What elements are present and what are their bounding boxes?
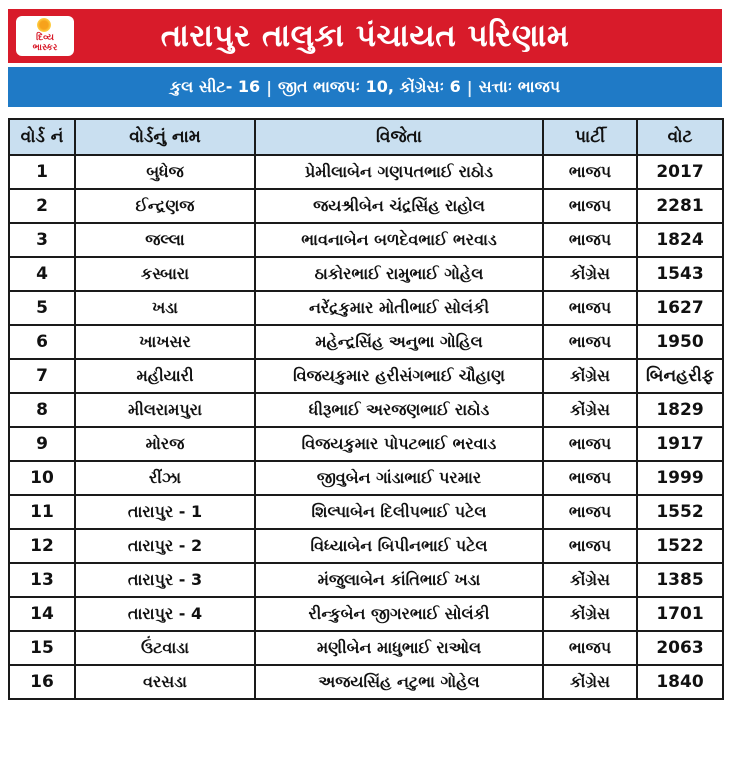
column-header-votes: વોટ — [637, 119, 723, 155]
winner-name-cell: વિજયકુમાર હરીસંગભાઈ ચૌહાણ — [255, 359, 543, 393]
ward-name-cell: ઈન્દ્રણજ — [75, 189, 255, 223]
votes-cell: 1917 — [637, 427, 723, 461]
winner-name-cell: રીન્કુબેન જીગરભાઈ સોલંકી — [255, 597, 543, 631]
ward-name-cell: બુધેજ — [75, 155, 255, 189]
party-cell: કોંગ્રેસ — [543, 393, 637, 427]
page-title: તારાપુર તાલુકા પંચાયત પરિણામ — [160, 17, 570, 54]
winner-name-cell: શિલ્પાબેન દિલીપભાઈ પટેલ — [255, 495, 543, 529]
table-row — [9, 291, 723, 325]
results-table — [8, 118, 724, 700]
votes-cell: 1543 — [637, 257, 723, 291]
table-row — [9, 325, 723, 359]
party-cell: કોંગ્રેસ — [543, 359, 637, 393]
party-cell: કોંગ્રેસ — [543, 665, 637, 699]
party-cell: ભાજપ — [543, 223, 637, 257]
winner-name-cell: જયશ્રીબેન ચંદ્રસિંહ રાહોલ — [255, 189, 543, 223]
column-header-winner: વિજેતા — [255, 119, 543, 155]
votes-cell: 2063 — [637, 631, 723, 665]
winner-name-cell: અજયસિંહ નટુભા ગોહેલ — [255, 665, 543, 699]
party-cell: ભાજપ — [543, 461, 637, 495]
votes-cell: 1627 — [637, 291, 723, 325]
ward-number-cell: 3 — [9, 223, 75, 257]
ward-name-cell: તારાપુર - 2 — [75, 529, 255, 563]
ward-number-cell: 16 — [9, 665, 75, 699]
votes-cell: 1829 — [637, 393, 723, 427]
party-cell: ભાજપ — [543, 325, 637, 359]
votes-cell: 1552 — [637, 495, 723, 529]
table-row — [9, 461, 723, 495]
table-row — [9, 597, 723, 631]
table-row — [9, 223, 723, 257]
winner-name-cell: ઠાકોરભાઈ રામુભાઈ ગોહેલ — [255, 257, 543, 291]
summary-power: સત્તાઃ ભાજપ — [478, 77, 561, 96]
winner-name-cell: નરેંદ્રકુમાર મોતીભાઈ સોલંકી — [255, 291, 543, 325]
votes-cell: બિનહરીફ — [637, 359, 723, 393]
party-cell: ભાજપ — [543, 631, 637, 665]
table-row — [9, 155, 723, 189]
column-header-ward-name: વોર્ડનું નામ — [75, 119, 255, 155]
table-row — [9, 495, 723, 529]
votes-cell: 1999 — [637, 461, 723, 495]
ward-number-cell: 5 — [9, 291, 75, 325]
table-row — [9, 631, 723, 665]
table-row — [9, 427, 723, 461]
ward-number-cell: 11 — [9, 495, 75, 529]
title-banner — [8, 9, 722, 63]
ward-name-cell: વરસડા — [75, 665, 255, 699]
ward-name-cell: ઉંટવાડા — [75, 631, 255, 665]
ward-name-cell: ખાખસર — [75, 325, 255, 359]
sun-icon — [37, 18, 51, 32]
column-header-party: પાર્ટી — [543, 119, 637, 155]
table-row — [9, 393, 723, 427]
ward-number-cell: 1 — [9, 155, 75, 189]
party-cell: ભાજપ — [543, 155, 637, 189]
party-cell: કોંગ્રેસ — [543, 597, 637, 631]
ward-number-cell: 14 — [9, 597, 75, 631]
votes-cell: 1701 — [637, 597, 723, 631]
logo-text: દિવ્ય ભાસ્કર — [32, 33, 58, 53]
summary-separator: | — [266, 77, 273, 97]
winner-name-cell: વિધ્યાબેન બિપીનભાઈ પટેલ — [255, 529, 543, 563]
table-row — [9, 563, 723, 597]
ward-name-cell: જલ્લા — [75, 223, 255, 257]
ward-name-cell: કસ્બારા — [75, 257, 255, 291]
party-cell: ભાજપ — [543, 427, 637, 461]
winner-name-cell: મણીબેન માધુભાઈ રાઓલ — [255, 631, 543, 665]
summary-separator: | — [466, 77, 473, 97]
ward-name-cell: મહીયારી — [75, 359, 255, 393]
winner-name-cell: મહેન્દ્રસિંહ અનુભા ગોહિલ — [255, 325, 543, 359]
ward-name-cell: તારાપુર - 1 — [75, 495, 255, 529]
divya-bhaskar-logo — [16, 16, 74, 56]
ward-name-cell: મોરજ — [75, 427, 255, 461]
party-cell: ભાજપ — [543, 495, 637, 529]
table-row — [9, 257, 723, 291]
party-cell: ભાજપ — [543, 291, 637, 325]
summary-total-seats: કુલ સીટ- 16 — [169, 77, 261, 96]
winner-name-cell: પ્રેમીલાબેન ગણપતભાઈ રાઠોડ — [255, 155, 543, 189]
ward-name-cell: ખડા — [75, 291, 255, 325]
votes-cell: 2017 — [637, 155, 723, 189]
ward-name-cell: તારાપુર - 3 — [75, 563, 255, 597]
ward-name-cell: તારાપુર - 4 — [75, 597, 255, 631]
table-row — [9, 189, 723, 223]
party-cell: કોંગ્રેસ — [543, 563, 637, 597]
winner-name-cell: વિજયકુમાર પોપટભાઈ ભરવાડ — [255, 427, 543, 461]
votes-cell: 1950 — [637, 325, 723, 359]
ward-name-cell: મીલરામપુરા — [75, 393, 255, 427]
ward-name-cell: રીંઝા — [75, 461, 255, 495]
ward-number-cell: 8 — [9, 393, 75, 427]
votes-cell: 1824 — [637, 223, 723, 257]
votes-cell: 1522 — [637, 529, 723, 563]
votes-cell: 2281 — [637, 189, 723, 223]
votes-cell: 1840 — [637, 665, 723, 699]
ward-number-cell: 9 — [9, 427, 75, 461]
table-row — [9, 359, 723, 393]
party-cell: ભાજપ — [543, 189, 637, 223]
winner-name-cell: મંજુલાબેન કાંતિભાઈ ખડા — [255, 563, 543, 597]
ward-number-cell: 10 — [9, 461, 75, 495]
votes-cell: 1385 — [637, 563, 723, 597]
ward-number-cell: 15 — [9, 631, 75, 665]
table-header-row — [9, 119, 723, 155]
table-row — [9, 665, 723, 699]
table-row — [9, 529, 723, 563]
ward-number-cell: 12 — [9, 529, 75, 563]
winner-name-cell: જીવુબેન ગાંડાભાઈ પરમાર — [255, 461, 543, 495]
ward-number-cell: 13 — [9, 563, 75, 597]
winner-name-cell: ભાવનાબેન બળદેવભાઈ ભરવાડ — [255, 223, 543, 257]
ward-number-cell: 6 — [9, 325, 75, 359]
ward-number-cell: 7 — [9, 359, 75, 393]
party-cell: ભાજપ — [543, 529, 637, 563]
ward-number-cell: 2 — [9, 189, 75, 223]
column-header-ward-no: વોર્ડ નં — [9, 119, 75, 155]
summary-bar — [8, 67, 722, 107]
party-cell: કોંગ્રેસ — [543, 257, 637, 291]
summary-won-seats: જીત ભાજપઃ 10, કોંગ્રેસઃ 6 — [278, 77, 461, 96]
table-body — [9, 155, 723, 699]
ward-number-cell: 4 — [9, 257, 75, 291]
winner-name-cell: ધીરૂભાઈ અરજણભાઈ રાઠોડ — [255, 393, 543, 427]
